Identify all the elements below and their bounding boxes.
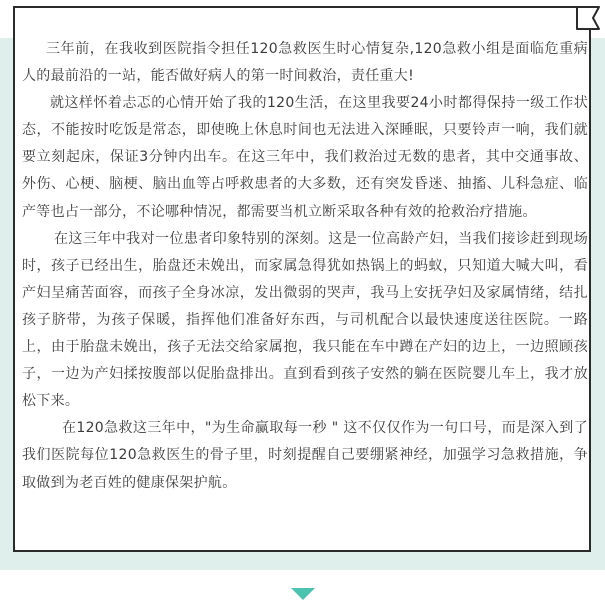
article-paragraph-4: 在120急救这三年中，"为生命赢取每一秒 " 这不仅仅作为一句口号，而是深入到了我们医院每位120急救医生的骨子里，时刻提醒自己要绷紧神经，加强学习急救措施，争取做到为老百姓的健康保架护航。 xyxy=(22,420,588,491)
down-arrow-icon xyxy=(291,588,315,600)
folded-corner-icon xyxy=(575,6,605,30)
article-text xyxy=(22,36,588,497)
article-paragraph-3: 在这三年中我对一位患者印象特别的深刻。这是一位高龄产妇，当我们接诊赶到现场时，孩子已经出生，胎盘还未娩出，而家属急得犹如热锅上的蚂蚁，只知道大喊大叫，看产妇呈痛苦面容，而孩子全身冰凉，发出微弱的哭声，我马上安抚孕妇及家属情绪，结扎孩子脐带，为孩子保暖，指挥他们准备好东西，与司机配合以最快速度送往医院。一路上，由于胎盘未娩出，孩子无法交给家属抱，我只能在车中蹲在产妇的边上，一边照顾孩子，一边为产妇揉按腹部以促胎盘排出。直到看到孩子安然的躺在医院婴儿车上，我才放松下来。 xyxy=(22,230,588,410)
article-paragraph-2: 就这样怀着忐忑的心情开始了我的120生活，在这里我要24小时都得保持一级工作状态，不能按时吃饭是常态，即使晚上休息时间也无法进入深睡眠，只要铃声一响，我们就要立刻起床，保证3分钟内出车。在这三年中，我们救治过无数的患者，其中交通事故、外伤、心梗、脑梗、脑出血等占呼救患者的大多数，还有突发昏迷、抽搐、儿科急症、临产等也占一部分，不论哪种情况，都需要当机立断采取各种有效的抢救治疗措施。 xyxy=(22,95,588,220)
article-paragraph-1: 三年前，在我收到医院指令担任120急救医生时心情复杂,120急救小组是面临危重病人的最前沿的一站，能否做好病人的第一时间救治，责任重大! xyxy=(22,41,588,85)
